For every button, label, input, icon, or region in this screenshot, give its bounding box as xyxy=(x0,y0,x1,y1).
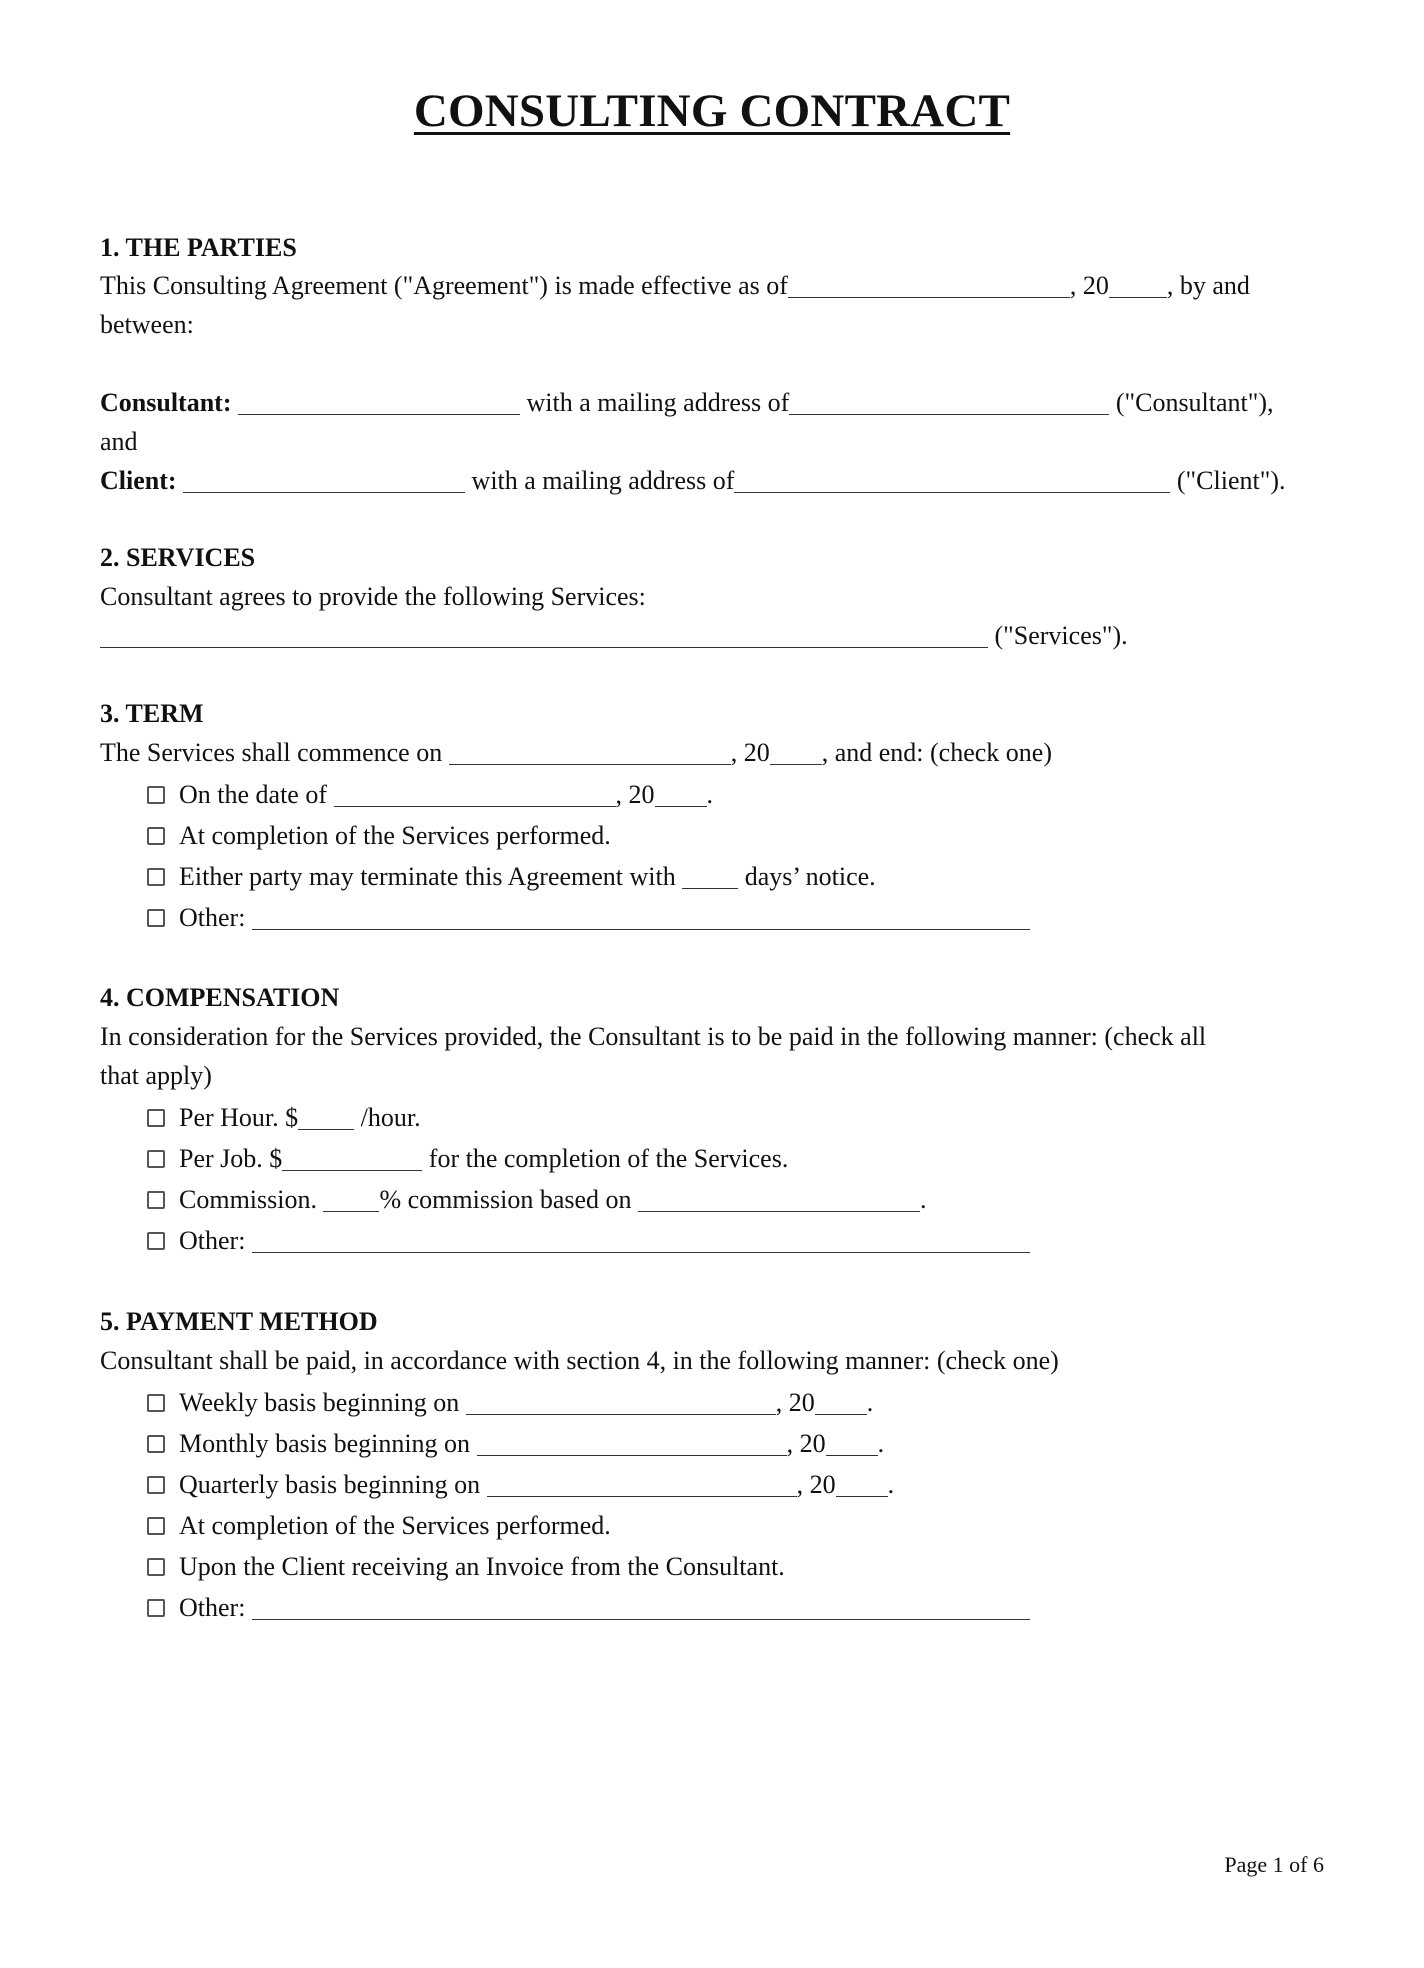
consultant-name-blank[interactable] xyxy=(238,392,520,415)
effective-year-blank[interactable] xyxy=(1109,275,1167,298)
text: Either party may terminate this Agreement with xyxy=(179,862,683,891)
quarterly-date-blank[interactable] xyxy=(487,1474,797,1497)
text: Weekly basis beginning on xyxy=(179,1388,466,1417)
checkbox[interactable] xyxy=(147,1150,165,1168)
text: . xyxy=(887,1470,895,1499)
text: with a mailing address of xyxy=(465,466,735,495)
client-address-blank[interactable] xyxy=(734,470,1170,493)
text: , by and xyxy=(1166,271,1250,300)
term-option-completion xyxy=(147,816,611,855)
checkbox[interactable] xyxy=(147,786,165,804)
payment-option-other xyxy=(147,1588,1030,1627)
payment-option-completion xyxy=(147,1506,611,1545)
consultant-line xyxy=(100,383,1274,422)
checkbox[interactable] xyxy=(147,1394,165,1412)
text: ("Consultant"), xyxy=(1109,388,1274,417)
text: . xyxy=(877,1429,885,1458)
payment-option-invoice xyxy=(147,1547,785,1586)
checkbox[interactable] xyxy=(147,1558,165,1576)
text: . xyxy=(920,1185,927,1214)
end-year-blank[interactable] xyxy=(655,784,707,807)
text: Other: xyxy=(179,903,252,932)
text: , 20 xyxy=(796,1470,836,1499)
consultant-label: Consultant: xyxy=(100,388,232,417)
text: At completion of the Services performed. xyxy=(179,821,611,850)
compensation-option-other xyxy=(147,1221,1030,1260)
job-amount-blank[interactable] xyxy=(282,1148,422,1171)
checkbox[interactable] xyxy=(147,868,165,886)
payment-option-quarterly xyxy=(147,1465,894,1504)
section-heading-services: 2. SERVICES xyxy=(100,543,256,572)
text: . xyxy=(706,780,714,809)
payment-line-1: Consultant shall be paid, in accordance with section 4, in the following manner: (check one) xyxy=(100,1346,1059,1375)
text: On the date of xyxy=(179,780,334,809)
services-line-1: Consultant agrees to provide the following Services: xyxy=(100,582,646,611)
checkbox[interactable] xyxy=(147,1435,165,1453)
text: days’ notice. xyxy=(738,862,876,891)
payment-option-monthly xyxy=(147,1424,884,1463)
text: , 20 xyxy=(775,1388,815,1417)
term-other-blank[interactable] xyxy=(252,907,1030,930)
monthly-date-blank[interactable] xyxy=(477,1433,787,1456)
page-number: Page 1 of 6 xyxy=(1224,1852,1324,1877)
section-heading-compensation: 4. COMPENSATION xyxy=(100,983,340,1012)
term-option-termination xyxy=(147,857,876,896)
payment-other-blank[interactable] xyxy=(252,1597,1030,1620)
services-description-blank[interactable] xyxy=(100,625,988,648)
compensation-line-1: In consideration for the Services provided, the Consultant is to be paid in the following manner: (check all xyxy=(100,1022,1207,1051)
text: . xyxy=(866,1388,874,1417)
and-line: and xyxy=(100,427,138,456)
commence-year-blank[interactable] xyxy=(770,742,822,765)
text: At completion of the Services performed. xyxy=(179,1511,611,1540)
parties-line-2: between: xyxy=(100,310,194,339)
text: , and end: (check one) xyxy=(821,738,1052,767)
notice-days-blank[interactable] xyxy=(682,866,738,889)
text: Other: xyxy=(179,1226,252,1255)
text: The Services shall commence on xyxy=(100,738,449,767)
checkbox[interactable] xyxy=(147,1476,165,1494)
section-heading-term: 3. TERM xyxy=(100,699,204,728)
compensation-option-commission xyxy=(147,1180,927,1219)
term-option-end-date xyxy=(147,775,713,814)
compensation-option-hourly xyxy=(147,1098,421,1137)
section-heading-parties: 1. THE PARTIES xyxy=(100,233,297,262)
weekly-year-blank[interactable] xyxy=(815,1392,867,1415)
term-line-1 xyxy=(100,733,1052,772)
commence-date-blank[interactable] xyxy=(449,742,731,765)
document-title: CONSULTING CONTRACT xyxy=(413,85,1011,137)
commission-percent-blank[interactable] xyxy=(323,1189,379,1212)
text: with a mailing address of xyxy=(519,388,790,417)
payment-option-weekly xyxy=(147,1383,873,1422)
services-line-2 xyxy=(100,616,1128,655)
client-label: Client: xyxy=(100,466,177,495)
text: % commission based on xyxy=(379,1185,639,1214)
text: ("Services"). xyxy=(988,621,1128,650)
checkbox[interactable] xyxy=(147,1599,165,1617)
hourly-rate-blank[interactable] xyxy=(298,1107,354,1130)
client-line xyxy=(100,461,1286,500)
checkbox[interactable] xyxy=(147,1191,165,1209)
text: Per Hour. $ xyxy=(179,1103,299,1132)
compensation-option-job xyxy=(147,1139,788,1178)
consultant-address-blank[interactable] xyxy=(789,392,1109,415)
end-date-blank[interactable] xyxy=(334,784,616,807)
text: , 20 xyxy=(786,1429,826,1458)
text: Other: xyxy=(179,1593,252,1622)
checkbox[interactable] xyxy=(147,827,165,845)
weekly-date-blank[interactable] xyxy=(466,1392,776,1415)
checkbox[interactable] xyxy=(147,1232,165,1250)
text: , 20 xyxy=(615,780,655,809)
checkbox[interactable] xyxy=(147,1109,165,1127)
text: Monthly basis beginning on xyxy=(179,1429,477,1458)
text: This Consulting Agreement ("Agreement") is made effective as of xyxy=(100,271,788,300)
text: , 20 xyxy=(1069,271,1109,300)
monthly-year-blank[interactable] xyxy=(826,1433,878,1456)
compensation-line-2: that apply) xyxy=(100,1061,212,1090)
parties-line-1 xyxy=(100,266,1250,305)
text: Commission. xyxy=(179,1185,324,1214)
compensation-other-blank[interactable] xyxy=(252,1230,1030,1253)
quarterly-year-blank[interactable] xyxy=(836,1474,888,1497)
commission-basis-blank[interactable] xyxy=(638,1189,920,1212)
text: /hour. xyxy=(354,1103,421,1132)
text: Upon the Client receiving an Invoice from the Consultant. xyxy=(179,1552,785,1581)
effective-date-blank[interactable] xyxy=(788,275,1070,298)
checkbox[interactable] xyxy=(147,1517,165,1535)
text: , 20 xyxy=(730,738,770,767)
term-option-other xyxy=(147,898,1030,937)
text: for the completion of the Services. xyxy=(422,1144,789,1173)
text: Quarterly basis beginning on xyxy=(179,1470,487,1499)
section-heading-payment: 5. PAYMENT METHOD xyxy=(100,1307,378,1336)
text: Per Job. $ xyxy=(179,1144,283,1173)
checkbox[interactable] xyxy=(147,909,165,927)
text: ("Client"). xyxy=(1170,466,1286,495)
client-name-blank[interactable] xyxy=(183,470,465,493)
